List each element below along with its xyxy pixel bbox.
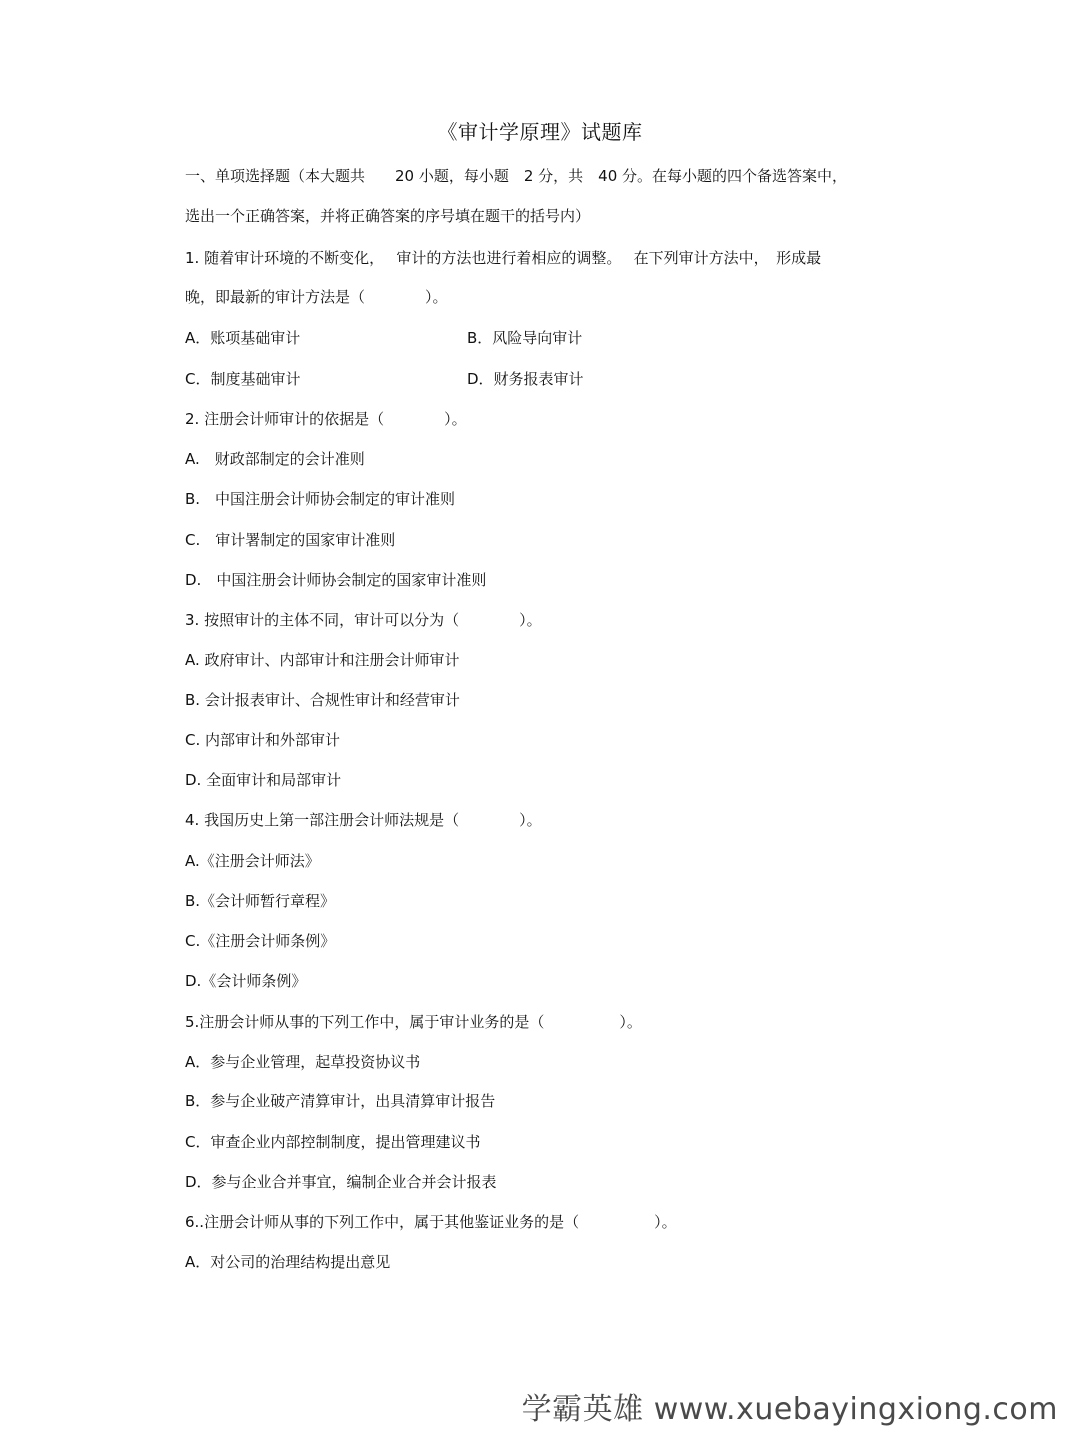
question-5-option-d: D．参与企业合并事宜，编制企业合并会计报表 [185,1173,497,1191]
question-3-option-c: C. 内部审计和外部审计 [185,731,341,749]
section-heading-line-2: 选出一个正确答案，并将正确答案的序号填在题干的括号内） [185,207,591,225]
question-1-option-d: D．财务报表审计 [467,370,584,388]
page-title: 《审计学原理》试题库 [437,120,643,144]
question-5-option-a: A．参与企业管理，起草投资协议书 [185,1053,421,1071]
question-4-option-d: D.《会计师条例》 [185,972,307,990]
question-2-option-d: D. 中国注册会计师协会制定的国家审计准则 [185,571,487,589]
question-5-option-b: B．参与企业破产清算审计，出具清算审计报告 [185,1092,496,1110]
question-1-option-c: C．制度基础审计 [185,370,301,388]
question-2: 2. 注册会计师审计的依据是（ ）。 [185,410,467,428]
question-2-option-a: A. 财政部制定的会计准则 [185,450,365,468]
question-5: 5.注册会计师从事的下列工作中，属于审计业务的是（ ）。 [185,1013,642,1031]
question-4-option-a: A.《注册会计师法》 [185,852,320,870]
question-3-option-d: D. 全面审计和局部审计 [185,771,342,789]
question-3-option-b: B. 会计报表审计、合规性审计和经营审计 [185,691,460,709]
question-1-line-2: 晚，即最新的审计方法是（ ）。 [185,288,448,306]
question-1-option-b: B．风险导向审计 [467,329,583,347]
question-3: 3. 按照审计的主体不同，审计可以分为（ ）。 [185,611,542,629]
question-4: 4. 我国历史上第一部注册会计师法规是（ ）。 [185,811,542,829]
question-6: 6..注册会计师从事的下列工作中，属于其他鉴证业务的是（ ）。 [185,1213,677,1231]
question-5-option-c: C．审查企业内部控制制度，提出管理建议书 [185,1133,481,1151]
question-2-option-b: B. 中国注册会计师协会制定的审计准则 [185,490,456,508]
question-4-option-b: B.《会计师暂行章程》 [185,892,336,910]
question-1-line-1: 1. 随着审计环境的不断变化， 审计的方法也进行着相应的调整。 在下列审计方法中， 形成最 [185,249,822,267]
question-4-option-c: C.《注册会计师条例》 [185,932,336,950]
question-1-option-a: A．账项基础审计 [185,329,301,347]
question-3-option-a: A. 政府审计、内部审计和注册会计师审计 [185,651,460,669]
section-heading-line-1: 一、单项选择题（本大题共 20 小题，每小题 2 分，共 40 分。在每小题的四个备选答案中， [185,167,848,185]
question-6-option-a: A．对公司的治理结构提出意见 [185,1253,391,1271]
question-2-option-c: C. 审计署制定的国家审计准则 [185,531,396,549]
watermark-text: 学霸英雄 www.xuebayingxiong.com [521,1392,1058,1427]
